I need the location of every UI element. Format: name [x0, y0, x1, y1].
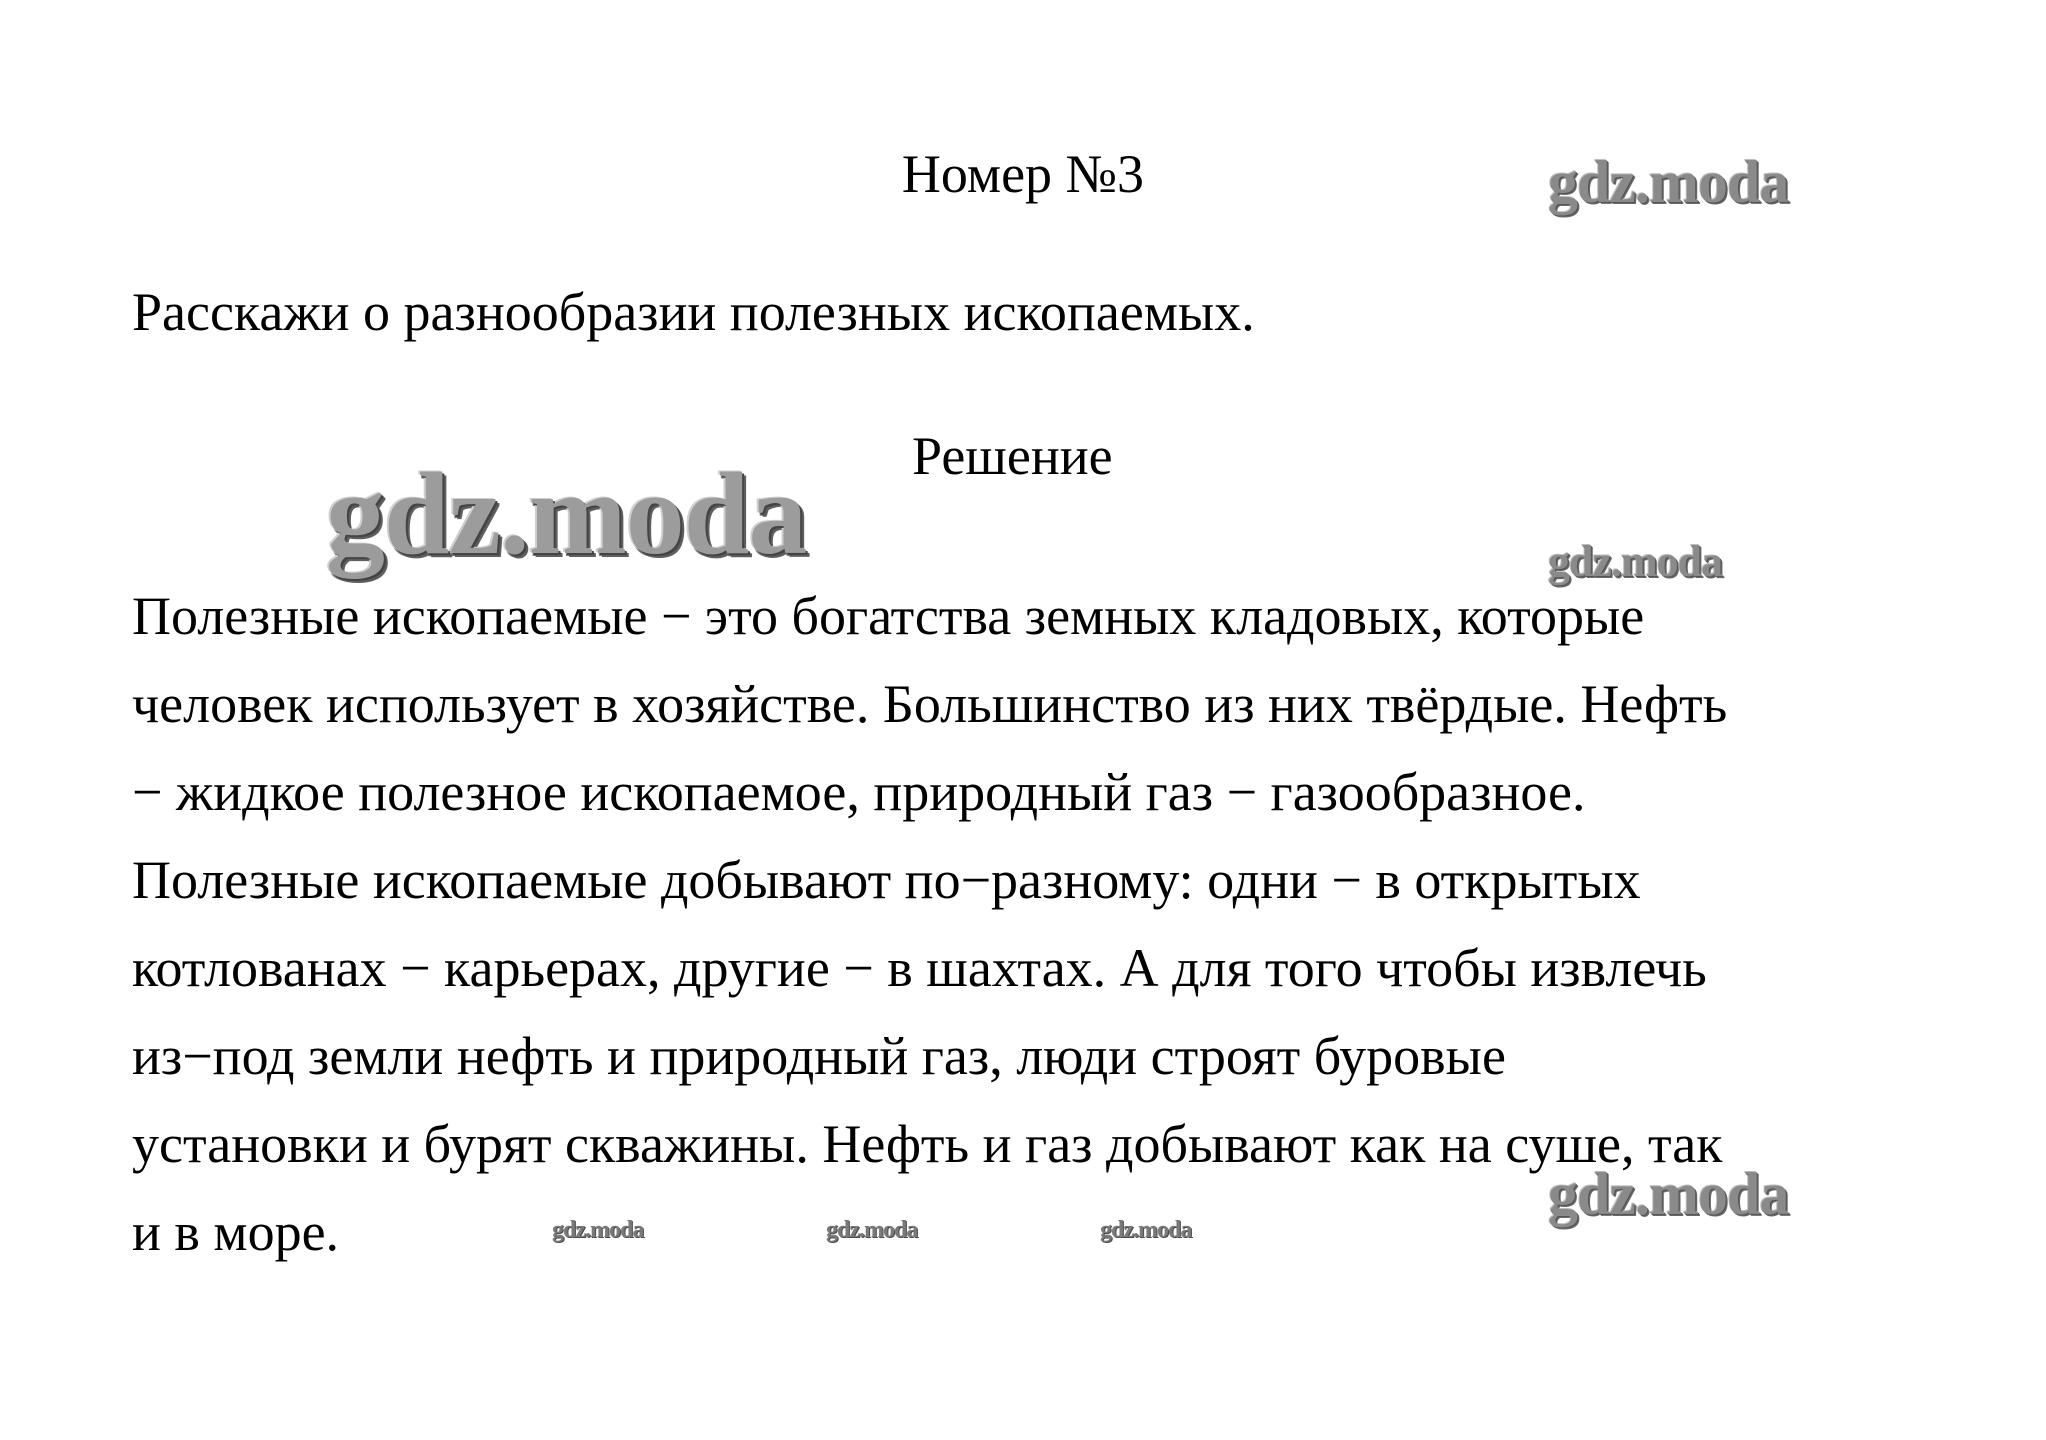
watermark-bottom-right: gdz.moda: [1548, 1161, 1789, 1227]
watermark-small: gdz.moda: [552, 1217, 644, 1243]
watermark-large: gdz.moda: [326, 448, 807, 579]
answer-line: Полезные ископаемые − это богатства земных кладовых, которые: [132, 586, 1645, 646]
answer-line: котлованах − карьерах, другие − в шахтах. А для того чтобы извлечь: [132, 938, 1707, 998]
answer-line: − жидкое полезное ископаемое, природный газ − газообразное.: [132, 762, 1586, 822]
answer-line: из−под земли нефть и природный газ, люди строят буровые: [132, 1026, 1506, 1086]
watermark-middle-right: gdz.moda: [1548, 537, 1723, 586]
watermark-top-right: gdz.moda: [1548, 149, 1789, 215]
answer-line: установки и бурят скважины. Нефть и газ добывают как на суше, так: [132, 1114, 1723, 1174]
answer-line: и в море.: [132, 1202, 340, 1262]
task-text: Расскажи о разнообразии полезных ископаемых.: [132, 282, 1255, 342]
page-title: Номер №3: [901, 144, 1145, 204]
answer-line: Полезные ископаемые добывают по−разному: одни − в открытых: [132, 850, 1641, 910]
watermark-small: gdz.moda: [826, 1217, 918, 1243]
answer-line: человек использует в хозяйстве. Большинство из них твёрдые. Нефть: [132, 674, 1728, 734]
watermark-small: gdz.moda: [1100, 1217, 1192, 1243]
solution-heading: Решение: [912, 426, 1113, 486]
